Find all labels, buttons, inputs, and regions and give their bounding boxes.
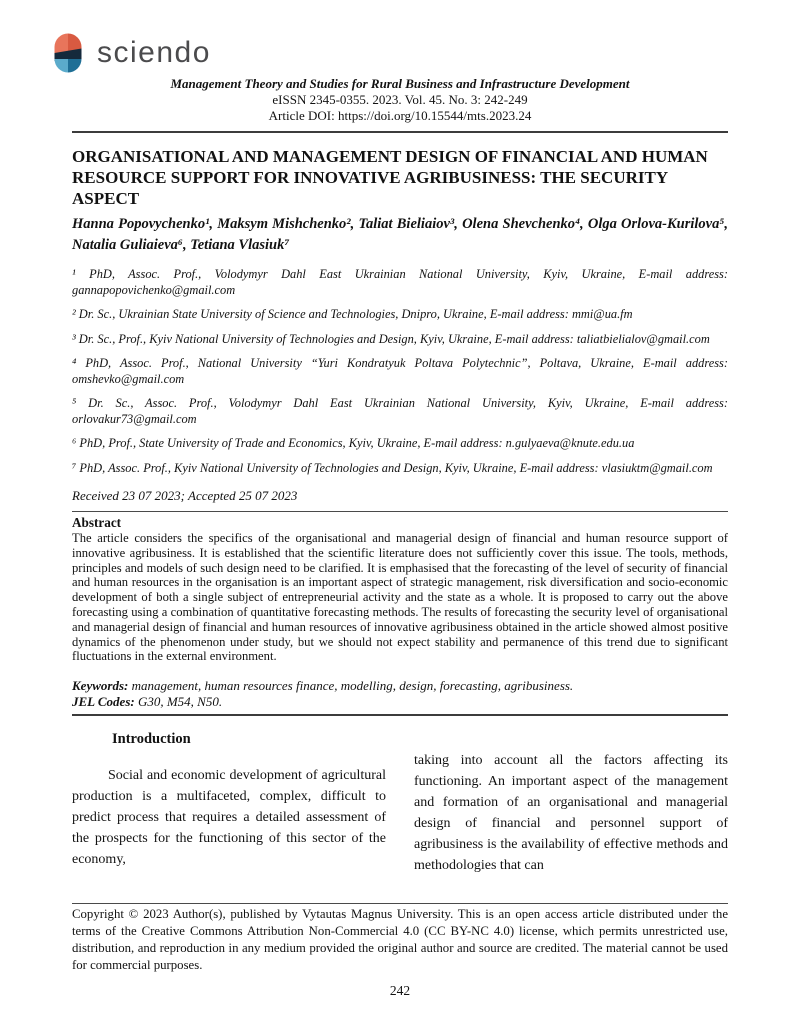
left-column [72,729,386,876]
keywords-text: management, human resources finance, modelling, design, forecasting, agribusiness. [128,678,574,694]
affiliation-2: ² Dr. Sc., Ukrainian State University of Science and Technologies, Dnipro, Ukraine, E-mail address: mmi@ua.fm [72,307,633,321]
received-accepted-line: Received 23 07 2023; Accepted 25 07 2023 [72,488,298,503]
author-list: Hanna Popovychenko¹, Maksym Mishchenko², Taliat Bieliaiov³, Olena Shevchenko⁴, Olga Orlova-Kurilova⁵, Natalia Guliaieva⁶, Tetiana Vlasiuk⁷ [72,216,728,253]
journal-header [72,76,728,124]
abstract-text: The article considers the specifics of the organisational and managerial design of financial and human resource support of innovative agribusiness. It is established that the scientific literature does not sufficiently cover this issue. The tools, methods, principles and models of such design need to be clarified. It is emphasised that the forecasting of the level of security of financial and human resources in the organisation is an important aspect of strategic management, risk diversification and socio-economic development of both a single subject of entrepreneurial activity and the state as a whole. It is proposed to carry out the above forecasting using a combination of quantitative forecasting methods. The results of forecasting the security level of organisational and managerial design of financial and human resources of innovative agribusiness obtained in the article showed almost positive dynamics of the phenomenon under study, but we should not expect stability and permanence of this trend due to significant fluctuations in the external environment. [72,531,728,664]
article-title: ORGANISATIONAL AND MANAGEMENT DESIGN OF FINANCIAL AND HUMAN RESOURCE SUPPORT FOR INNOVATIVE AGRIBUSINESS: THE SECURITY ASPECT [72,147,708,208]
body-divider [72,714,728,716]
jel-codes-line [72,694,728,710]
intro-paragraph-left: Social and economic development of agricultural production is a multifaceted, complex, difficult to predict process that requires a detailed assessment of the prospects for the functioning of this sector of the economy, [72,768,386,868]
affiliation-3: ³ Dr. Sc., Prof., Kyiv National University of Technologies and Design, Kyiv, Ukraine, E-mail address: taliatbielialov@gmail.com [72,331,710,346]
journal-title: Management Theory and Studies for Rural Business and Infrastructure Development [170,76,630,91]
affiliation-7: ⁷ PhD, Assoc. Prof., Kyiv National University of Technologies and Design, Kyiv, Ukraine, E-mail address: vlasiuktm@gmail.com [72,460,713,475]
keywords-label: Keywords: [72,678,129,694]
affiliation-1: ¹ PhD, Assoc. Prof., Volodymyr Dahl East Ukrainian National University, Kyiv, Ukraine, E-mail address: gannapopovichenko@gmail.com [72,267,728,297]
page-number: 242 [389,983,411,998]
affiliation-5: ⁵ Dr. Sc., Assoc. Prof., Volodymyr Dahl East Ukrainian National University, Kyiv, Ukraine, E-mail address: orlovakur73@gmail.com [72,396,728,426]
jel-label: JEL Codes: [72,694,135,710]
publisher-wordmark: sciendo [97,36,211,69]
article-doi-line: Article DOI: https://doi.org/10.15544/mts.2023.24 [268,108,532,123]
publisher-logo [48,33,211,73]
copyright-notice: Copyright © 2023 Author(s), published by Vytautas Magnus University. This is an open access article distributed under the terms of the Creative Commons Attribution Non-Commercial 4.0 (CC BY-NC 4.0) license, which permits unrestricted use, distribution, and reproduction in any medium provided the original author and source are credited. The material cannot be used for commercial purposes. [72,907,728,972]
header-divider [72,131,728,133]
abstract-divider [72,511,728,512]
jel-text: G30, M54, N50. [134,694,223,710]
keywords-line [72,678,728,694]
intro-paragraph-right: taking into account all the factors affecting its functioning. An important aspect of the management and formation of an organisational and managerial design of financial and personnel support of agribusiness is the availability of effective methods and methodologies that can [414,753,728,874]
section-heading-introduction: Introduction [112,731,191,748]
abstract-heading: Abstract [72,515,122,530]
footer-divider [72,903,728,904]
sciendo-s-icon [48,33,88,73]
affiliation-6: ⁶ PhD, Prof., State University of Trade and Economics, Kyiv, Ukraine, E-mail address: n.gulyaeva@knute.edu.ua [72,436,635,450]
journal-issue-line: eISSN 2345-0355. 2023. Vol. 45. No. 3: 242-249 [272,92,528,107]
page-footer [72,903,728,999]
affiliations-block [72,267,728,476]
affiliation-4: ⁴ PhD, Assoc. Prof., National University “Yuri Kondratyuk Poltava Polytechnic”, Poltava, Ukraine, E-mail address: omshevko@gmail.com [72,356,728,386]
right-column [414,729,728,876]
body-columns [72,729,728,876]
